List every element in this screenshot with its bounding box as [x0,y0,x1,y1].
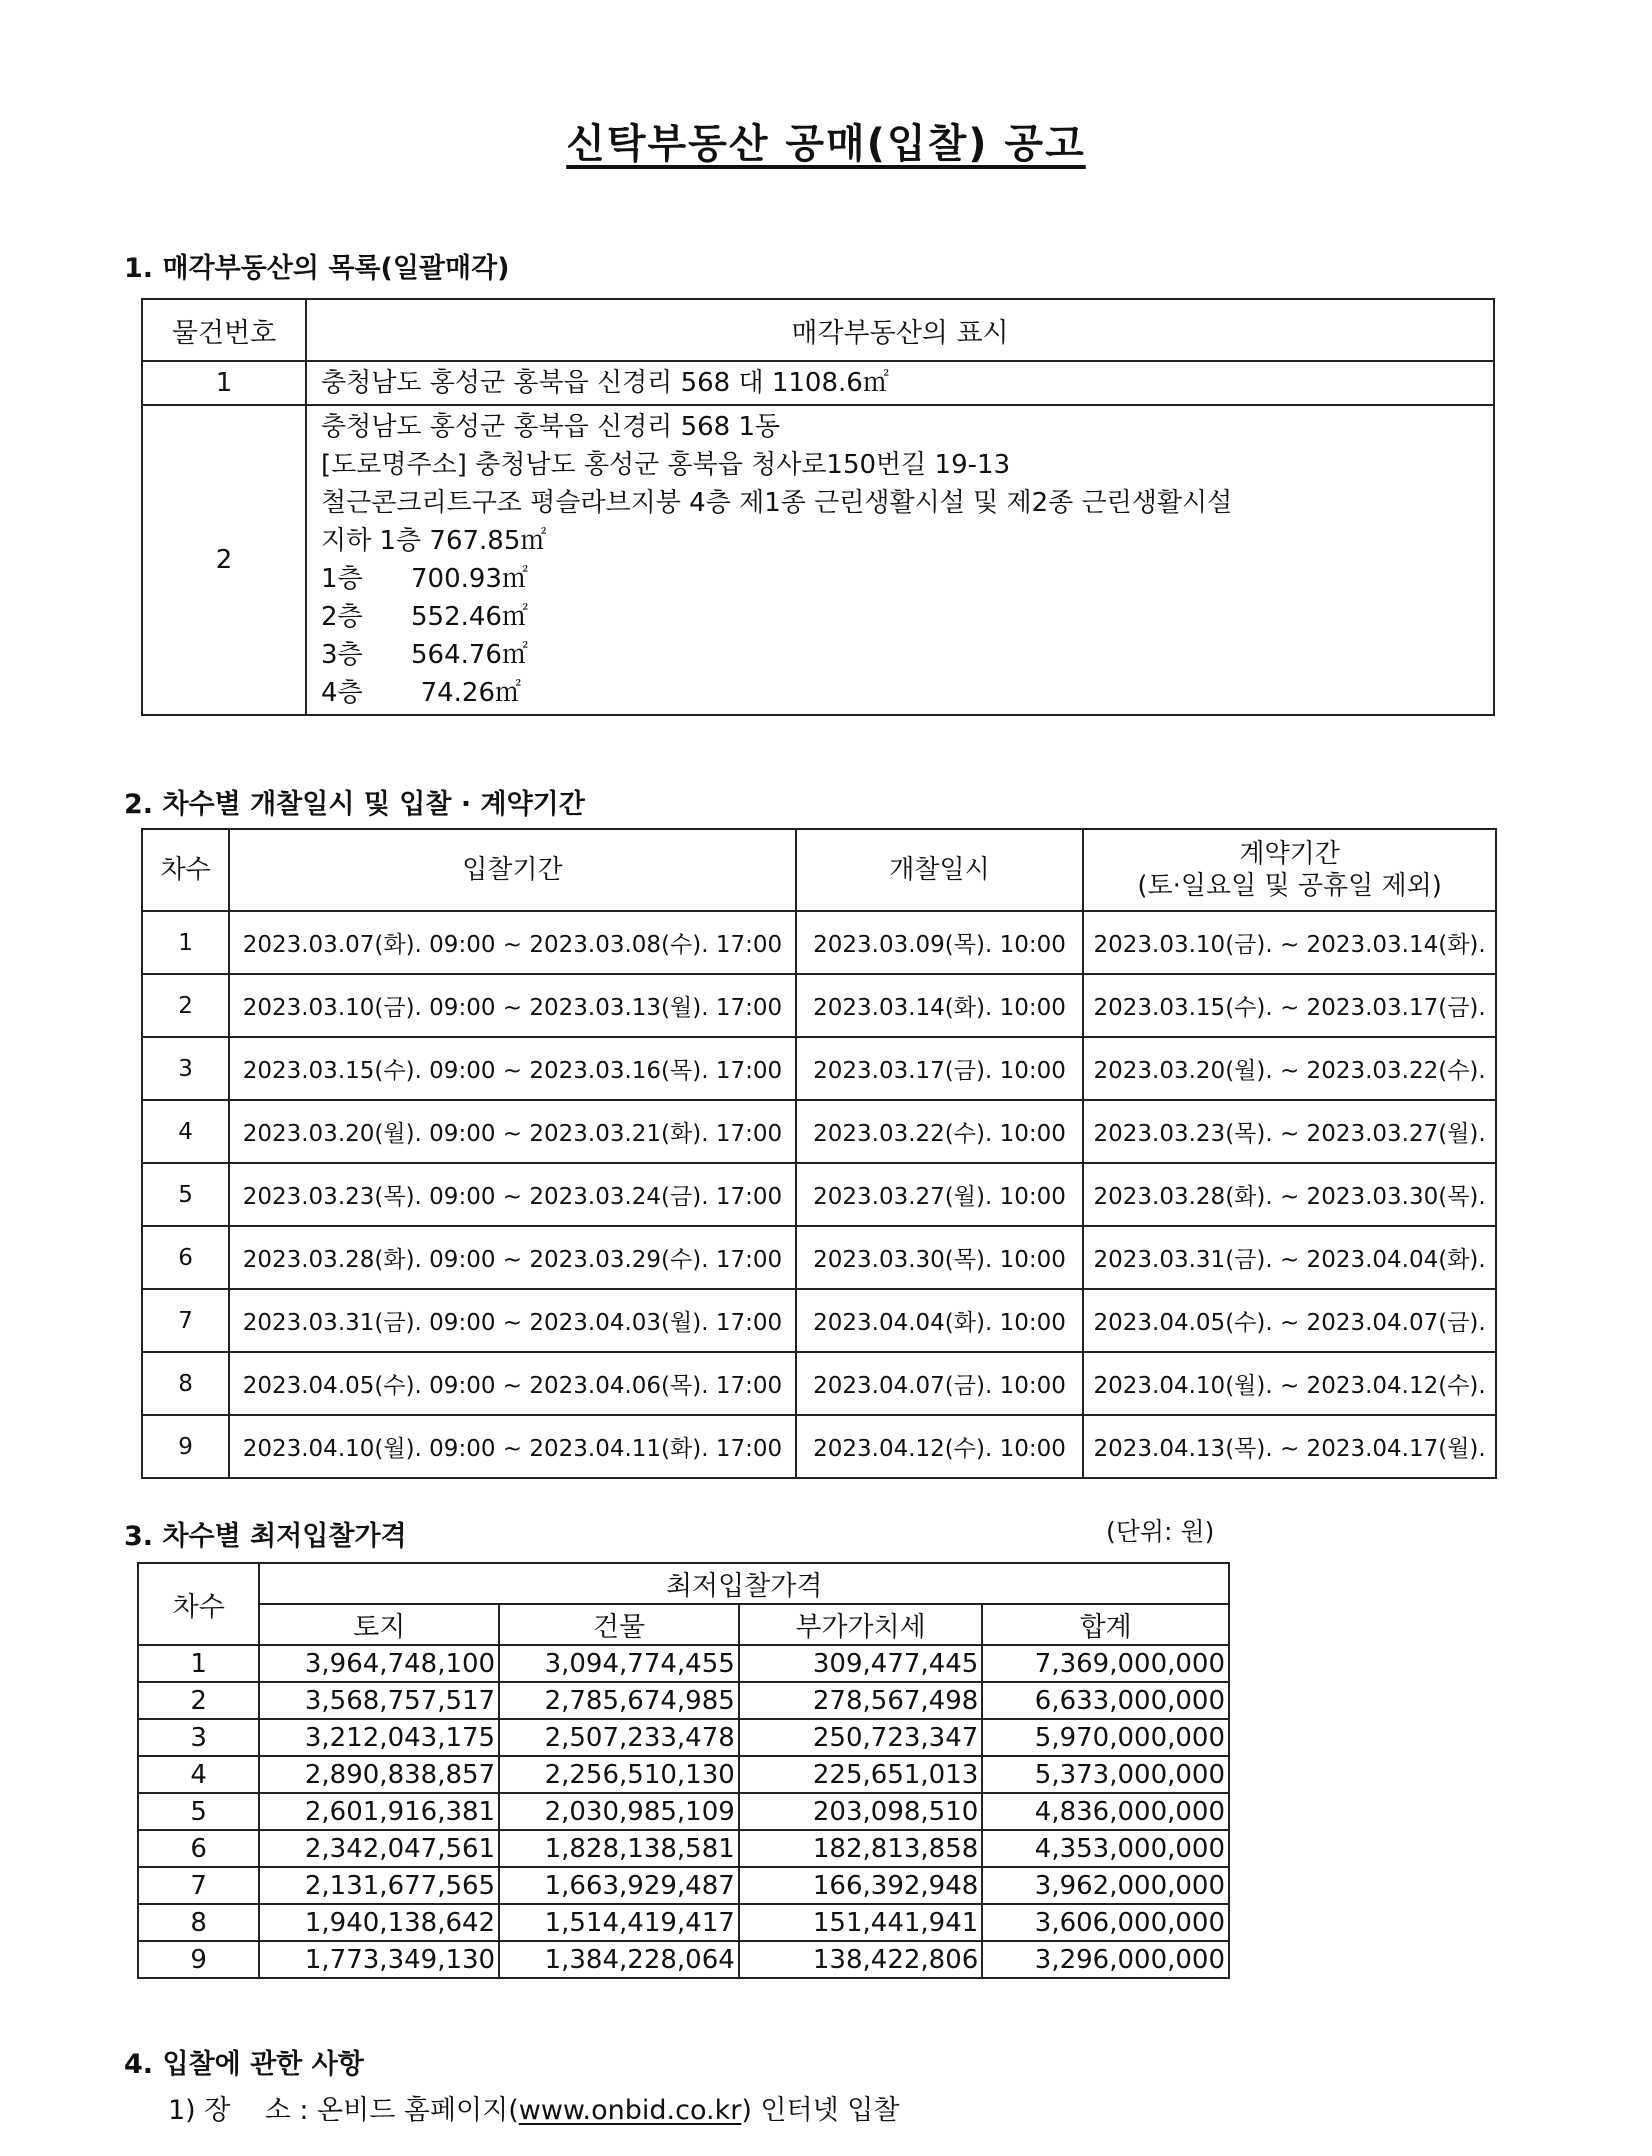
round-cell: 5 [142,1163,229,1226]
table-row [138,1904,1229,1941]
header-property-desc: 매각부동산의 표시 [306,299,1494,361]
vat-cell: 278,567,498 [739,1682,983,1719]
table-row [142,1100,1496,1163]
contract-period-cell: 2023.04.10(월). ~ 2023.04.12(수). [1083,1352,1496,1415]
property-list-table [141,298,1495,716]
table-row [138,1756,1229,1793]
building-price-cell: 3,094,774,455 [499,1645,739,1682]
round-cell: 1 [138,1645,259,1682]
bid-period-cell: 2023.03.07(화). 09:00 ~ 2023.03.08(수). 17:00 [229,911,796,974]
land-price-cell: 3,568,757,517 [259,1682,499,1719]
floor-area: 74.26㎡ [420,678,521,708]
item2-line: 충청남도 홍성군 홍북읍 신경리 568 1동 [321,412,781,442]
section4-heading: 4. 입찰에 관한 사항 [124,2049,364,2080]
table-row [138,1867,1229,1904]
round-cell: 7 [142,1289,229,1352]
total-cell: 3,296,000,000 [982,1941,1229,1978]
total-cell: 4,353,000,000 [982,1830,1229,1867]
vat-cell: 138,422,806 [739,1941,983,1978]
opening-cell: 2023.03.14(화). 10:00 [796,974,1084,1037]
round-cell: 8 [138,1904,259,1941]
contract-period-cell: 2023.04.05(수). ~ 2023.04.07(금). [1083,1289,1496,1352]
min-price-table [137,1562,1230,1979]
vat-cell: 250,723,347 [739,1719,983,1756]
table-row [142,1352,1496,1415]
header-round: 차수 [142,829,229,911]
header-land: 토지 [259,1604,499,1645]
contract-period-cell: 2023.03.20(월). ~ 2023.03.22(수). [1083,1037,1496,1100]
land-price-cell: 2,342,047,561 [259,1830,499,1867]
opening-cell: 2023.03.22(수). 10:00 [796,1100,1084,1163]
vat-cell: 225,651,013 [739,1756,983,1793]
opening-cell: 2023.03.30(목). 10:00 [796,1226,1084,1289]
header-building: 건물 [499,1604,739,1645]
header-min-price: 최저입찰가격 [259,1563,1229,1604]
total-cell: 3,962,000,000 [982,1867,1229,1904]
item2-no: 2 [142,405,306,715]
round-cell: 4 [138,1756,259,1793]
building-price-cell: 2,507,233,478 [499,1719,739,1756]
header-contract-note: (토·일요일 및 공휴일 제외) [1137,871,1442,901]
bid-period-cell: 2023.04.10(월). 09:00 ~ 2023.04.11(화). 17:00 [229,1415,796,1478]
header-contract-label: 계약기간 [1239,839,1340,869]
contract-period-cell: 2023.03.15(수). ~ 2023.03.17(금). [1083,974,1496,1037]
item2-line: [도로명주소] 충청남도 홍성군 홍북읍 청사로150번길 19-13 [321,450,1011,480]
opening-cell: 2023.03.27(월). 10:00 [796,1163,1084,1226]
round-cell: 3 [138,1719,259,1756]
round-cell: 9 [138,1941,259,1978]
header-bid-period: 입찰기간 [229,829,796,911]
table-row [138,1830,1229,1867]
contract-period-cell: 2023.03.31(금). ~ 2023.04.04(화). [1083,1226,1496,1289]
land-price-cell: 3,212,043,175 [259,1719,499,1756]
total-cell: 4,836,000,000 [982,1793,1229,1830]
table-row [138,1645,1229,1682]
opening-cell: 2023.03.17(금). 10:00 [796,1037,1084,1100]
round-cell: 3 [142,1037,229,1100]
page-title: 신탁부동산 공매(입찰) 공고 [566,121,1086,167]
building-price-cell: 1,828,138,581 [499,1830,739,1867]
table-row [142,911,1496,974]
table-row [138,1793,1229,1830]
round-cell: 2 [138,1682,259,1719]
total-cell: 5,970,000,000 [982,1719,1229,1756]
building-price-cell: 2,030,985,109 [499,1793,739,1830]
land-price-cell: 2,601,916,381 [259,1793,499,1830]
contract-period-cell: 2023.04.13(목). ~ 2023.04.17(월). [1083,1415,1496,1478]
round-cell: 6 [142,1226,229,1289]
round-cell: 4 [142,1100,229,1163]
contract-period-cell: 2023.03.10(금). ~ 2023.03.14(화). [1083,911,1496,974]
bid-period-cell: 2023.03.10(금). 09:00 ~ 2023.03.13(월). 17:00 [229,974,796,1037]
total-cell: 6,633,000,000 [982,1682,1229,1719]
floor-area: 552.46㎡ [411,602,528,632]
item2-line: 지하 1층 767.85㎡ [321,526,547,556]
opening-cell: 2023.03.09(목). 10:00 [796,911,1084,974]
table-row [138,1719,1229,1756]
bid-period-cell: 2023.04.05(수). 09:00 ~ 2023.04.06(목). 17:00 [229,1352,796,1415]
floor-label: 3층 [321,640,363,670]
floor-area: 700.93㎡ [411,564,528,594]
total-cell: 5,373,000,000 [982,1756,1229,1793]
opening-cell: 2023.04.07(금). 10:00 [796,1352,1084,1415]
table-row [142,1226,1496,1289]
bid-location-line [168,2088,899,2127]
round-cell: 7 [138,1867,259,1904]
table-row [142,1163,1496,1226]
item2-line: 철근콘크리트구조 평슬라브지붕 4층 제1종 근린생활시설 및 제2종 근린생활시설 [321,488,1233,518]
header-opening: 개찰일시 [796,829,1084,911]
land-price-cell: 3,964,748,100 [259,1645,499,1682]
building-price-cell: 1,384,228,064 [499,1941,739,1978]
table-row [142,1037,1496,1100]
section1-heading: 1. 매각부동산의 목록(일괄매각) [124,253,510,284]
section3-heading: 3. 차수별 최저입찰가격 [124,1521,407,1552]
header-round: 차수 [138,1563,259,1645]
vat-cell: 309,477,445 [739,1645,983,1682]
vat-cell: 151,441,941 [739,1904,983,1941]
floor-row [321,674,1479,712]
bid-location-suffix: ) 인터넷 입찰 [741,2095,900,2126]
building-price-cell: 2,785,674,985 [499,1682,739,1719]
bid-period-cell: 2023.03.15(수). 09:00 ~ 2023.03.16(목). 17:00 [229,1037,796,1100]
total-cell: 3,606,000,000 [982,1904,1229,1941]
unit-label: (단위: 원) [1106,1517,1215,1546]
opening-cell: 2023.04.12(수). 10:00 [796,1415,1084,1478]
opening-cell: 2023.04.04(화). 10:00 [796,1289,1084,1352]
header-total: 합계 [982,1604,1229,1645]
table-row [142,1415,1496,1478]
contract-period-cell: 2023.03.23(목). ~ 2023.03.27(월). [1083,1100,1496,1163]
table-row [138,1682,1229,1719]
item1-no: 1 [142,361,306,405]
total-cell: 7,369,000,000 [982,1645,1229,1682]
land-price-cell: 1,940,138,642 [259,1904,499,1941]
vat-cell: 166,392,948 [739,1867,983,1904]
building-price-cell: 1,663,929,487 [499,1867,739,1904]
table-row [138,1941,1229,1978]
land-price-cell: 2,890,838,857 [259,1756,499,1793]
bid-location-label: 1) 장 소 : 온비드 홈페이지( [168,2095,519,2126]
land-price-cell: 1,773,349,130 [259,1941,499,1978]
vat-cell: 182,813,858 [739,1830,983,1867]
building-price-cell: 1,514,419,417 [499,1904,739,1941]
contract-period-cell: 2023.03.28(화). ~ 2023.03.30(목). [1083,1163,1496,1226]
item1-desc: 충청남도 홍성군 홍북읍 신경리 568 대 1108.6㎡ [306,361,1494,405]
bid-period-cell: 2023.03.23(목). 09:00 ~ 2023.03.24(금). 17:00 [229,1163,796,1226]
land-price-cell: 2,131,677,565 [259,1867,499,1904]
schedule-table [141,828,1497,1479]
floor-row [321,598,1479,636]
header-contract-period [1083,829,1496,911]
building-price-cell: 2,256,510,130 [499,1756,739,1793]
round-cell: 6 [138,1830,259,1867]
vat-cell: 203,098,510 [739,1793,983,1830]
floor-label: 1층 [321,564,363,594]
floor-label: 2층 [321,602,363,632]
round-cell: 8 [142,1352,229,1415]
round-cell: 9 [142,1415,229,1478]
round-cell: 1 [142,911,229,974]
table-row [142,974,1496,1037]
floor-row [321,636,1479,674]
round-cell: 5 [138,1793,259,1830]
bid-period-cell: 2023.03.31(금). 09:00 ~ 2023.04.03(월). 17:00 [229,1289,796,1352]
header-vat: 부가가치세 [739,1604,983,1645]
onbid-link[interactable]: www.onbid.co.kr [518,2095,742,2126]
item2-desc [306,405,1494,715]
bid-period-cell: 2023.03.20(월). 09:00 ~ 2023.03.21(화). 17:00 [229,1100,796,1163]
table-row [142,1289,1496,1352]
floor-area: 564.76㎡ [411,640,528,670]
header-item-no: 물건번호 [142,299,306,361]
bid-period-cell: 2023.03.28(화). 09:00 ~ 2023.03.29(수). 17:00 [229,1226,796,1289]
section2-heading: 2. 차수별 개찰일시 및 입찰 · 계약기간 [124,789,585,820]
floor-label: 4층 [321,678,363,708]
round-cell: 2 [142,974,229,1037]
floor-row [321,560,1479,598]
